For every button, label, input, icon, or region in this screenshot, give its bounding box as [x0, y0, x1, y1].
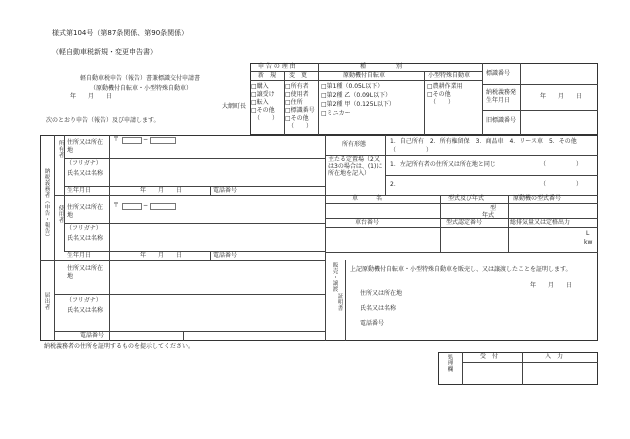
storage-option-2-paren: （ ）: [540, 181, 583, 188]
engine-model-label: 原動機の型式番号: [513, 195, 562, 202]
user-postal-field-1[interactable]: [122, 203, 142, 210]
user-name-label: 氏名又は名称: [67, 235, 104, 242]
tax-liability-date-label: 納税義務発生年月日: [486, 89, 517, 104]
storage-option-1[interactable]: 1．左記所有者の住所又は所在地と同じ: [390, 161, 496, 168]
owner-postal-mark: 〒: [113, 136, 120, 143]
filer-phone-label: 電話番号: [80, 332, 105, 339]
taxpayer-side-label: 納税義務者（申告・報告）: [43, 168, 50, 240]
ownership-label: 所有形態: [342, 141, 367, 148]
old-plate-number-label: 旧標識番号: [486, 117, 517, 124]
owner-postal-field-1[interactable]: [122, 137, 142, 144]
reason-change-item[interactable]: □所有者: [285, 83, 309, 90]
owner-kana-label: （フリガナ）: [66, 160, 102, 167]
displacement-unit-kw: kw: [584, 239, 593, 246]
type-heading: 種 別: [360, 63, 403, 70]
filer-name-label: 氏名又は名称: [67, 307, 104, 314]
storage-location-label: 主たる定置場（2又は3の場合は、(1)に所在地を記入）: [328, 156, 383, 177]
footer-note: 納税義務者の住所を証明するものを提示してください。: [44, 343, 195, 350]
owner-address-label: 住所又は所在地: [67, 139, 104, 154]
reason-new-item[interactable]: □譲受け: [251, 91, 275, 98]
reason-new-item[interactable]: □転入: [251, 99, 269, 106]
moped-class-item[interactable]: □第2種 甲（0.125L以下）: [321, 101, 395, 108]
input-label: 入 力: [545, 353, 564, 360]
moped-label: 原動機付自転車: [343, 72, 386, 79]
user-birth-value: 年 月 日: [140, 252, 183, 259]
reason-change-item[interactable]: □その他: [285, 115, 309, 122]
user-postal-field-2[interactable]: [150, 203, 176, 210]
form-title: （軽自動車税新規・変更申告書）: [52, 48, 157, 56]
receipt-label: 受 付: [480, 353, 499, 360]
owner-birth-value: 年 月 日: [140, 187, 183, 194]
owner-phone-label: 電話番号: [213, 187, 238, 194]
moped-class-item[interactable]: □第2種 乙（0.09L以下）: [321, 92, 392, 99]
form-number: 様式第104号（第87条関係、第90条関係）: [52, 29, 189, 37]
owner-birth-label: 生年月日: [67, 187, 92, 194]
special-class-item[interactable]: □その他: [427, 91, 451, 98]
user-phone-label: 電話番号: [213, 252, 238, 259]
moped-class-item[interactable]: □ミニカー: [321, 110, 351, 117]
filer-side-label: 届出者: [43, 292, 50, 310]
user-postal-dash: −: [143, 202, 149, 209]
owner-name-label: 氏名又は名称: [67, 170, 104, 177]
reason-new-label: 新 規: [258, 72, 277, 79]
vehicle-model-label: 型式及び年式: [448, 195, 485, 202]
user-birth-label: 生年月日: [67, 252, 92, 259]
special-class-item[interactable]: □農耕作業用: [427, 83, 463, 90]
transfer-phone-label: 電話番号: [360, 320, 385, 327]
reason-change-item[interactable]: □住所: [285, 99, 303, 106]
user-postal-mark: 〒: [113, 202, 120, 209]
vehicle-year-value: 年式: [482, 212, 495, 219]
special-other-blank: （ ）: [430, 99, 455, 106]
owner-side-label: 所有者: [57, 140, 64, 158]
transfer-statement: 上記原動機付自転車・小型特殊自動車を販売し、又は譲渡したことを証明します。: [350, 266, 572, 273]
intro-date: 年 月 日: [70, 93, 113, 100]
reason-new-item[interactable]: □その他: [251, 107, 275, 114]
sale-transfer-label: 販売・譲渡: [331, 262, 338, 292]
intro-line-2: （原動機付自転車・小型特殊自動車）: [90, 85, 193, 92]
owner-postal-dash: −: [143, 136, 149, 143]
transfer-address-label: 住所又は所在地: [360, 290, 403, 297]
reason-change-other-blank: （ ）: [288, 123, 313, 130]
transfer-date: 年 月 日: [530, 282, 573, 289]
plate-number-label: 標識番号: [486, 70, 511, 77]
vin-label: 車台番号: [355, 219, 380, 226]
displacement-unit-liter: L: [586, 230, 590, 237]
reason-change-item[interactable]: □使用者: [285, 91, 309, 98]
reason-new-item[interactable]: □購入: [251, 83, 269, 90]
ownership-options[interactable]: 1．自己所有 2．所有権留保 3．商品車 4．リース車 5．その他（ ）: [390, 138, 577, 154]
type-approval-label: 型式認定番号: [446, 219, 483, 226]
user-address-label: 住所又は所在地: [67, 204, 104, 219]
storage-option-2[interactable]: 2．: [390, 181, 400, 188]
transfer-name-label: 氏名又は名称: [360, 305, 397, 312]
tax-liability-date-value: 年 月 日: [540, 93, 583, 100]
intro-closing: 次のとおり申告（報告）及び申請します。: [46, 117, 160, 124]
addressee: 大網町長: [222, 103, 247, 110]
reason-heading: 申 告 の 理 由: [258, 63, 296, 70]
owner-postal-field-2[interactable]: [150, 137, 176, 144]
storage-option-1-paren: （ ）: [540, 161, 583, 168]
special-vehicle-label: 小型特殊自動車: [428, 72, 471, 79]
user-side-label: 使用者: [57, 205, 64, 223]
processing-label: 処理欄: [446, 354, 453, 372]
reason-new-other-blank: （ ）: [254, 115, 279, 122]
intro-line-1: 軽自動車税申告（報告）書兼標識交付申請書: [80, 75, 201, 82]
reason-change-item[interactable]: □標識番号: [285, 107, 315, 114]
user-kana-label: （フリガナ）: [66, 225, 102, 232]
displacement-label: 総排気量又は定格出力: [510, 219, 571, 226]
vehicle-model-value: 型: [490, 205, 497, 212]
main-table: [40, 135, 598, 341]
filer-address-label: 住所又は所在地: [67, 265, 104, 280]
filer-kana-label: （フリガナ）: [66, 297, 102, 304]
moped-class-item[interactable]: □第1種（0.05L以下）: [321, 83, 384, 90]
certificate-label: 証明書: [336, 293, 343, 311]
reason-change-label: 変 更: [289, 72, 308, 79]
vehicle-maker-label: 車 名: [352, 195, 383, 202]
